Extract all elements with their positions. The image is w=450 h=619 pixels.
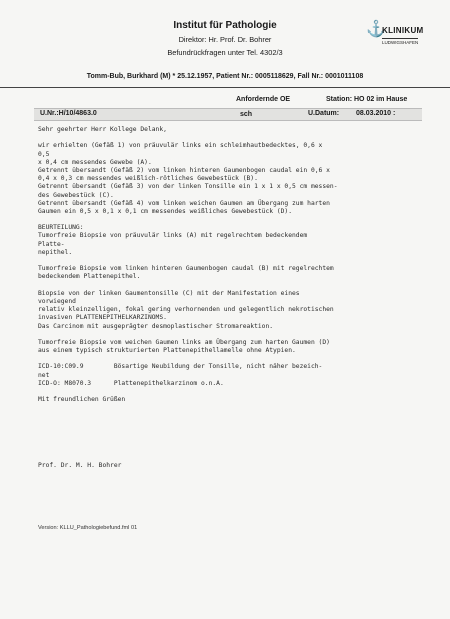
intro-line: Getrennt übersandt (Gefäß 2) vom linken hinteren Gaumenbogen caudal ein 0,6 x <box>38 166 330 174</box>
assessment-line: Biopsie von der linken Gaumentonsille (C) mit der Manifestation eines <box>38 289 300 297</box>
icd-code-line: net <box>38 371 50 379</box>
anchor-icon: ⚓ <box>366 21 386 38</box>
assessment-line: Tumorfreie Biopsie von präuvulär links (A) mit regelrechtem bedeckendem <box>38 232 308 240</box>
assessment-line: relativ kleinzelligen, fokal gering verhornenden und gelegentlich nekrotischen <box>38 306 334 314</box>
phone-line: Befundrückfragen unter Tel. 4302/3 <box>167 48 283 57</box>
intro-line: 0,5 <box>38 150 50 158</box>
closing-line: Mit freundlichen Grüßen <box>38 396 126 404</box>
logo-name: KLINIKUM <box>382 26 424 35</box>
klinikum-logo <box>366 20 438 54</box>
patient-info-line: Tomm-Bub, Burkhard (M) * 25.12.1957, Patient Nr.: 0005118629, Fall Nr.: 0001011108 <box>86 73 364 80</box>
header-divider <box>0 87 450 88</box>
intro-line: wir erhielten (Gefäß 1) von präuvulär links ein schleimhautbedecktes, 0,6 x <box>38 142 323 150</box>
assessment-heading: BEURTEILUNG: <box>38 224 84 232</box>
institute-title: Institut für Pathologie <box>173 20 277 31</box>
signature: Prof. Dr. M. H. Bohrer <box>38 462 122 469</box>
exam-date-value: 08.03.2010 : <box>356 110 396 117</box>
assessment-line: aus einem typisch strukturierten Plattenepithellamelle ohne Atypien. <box>38 347 296 355</box>
logo-subtitle: LUDWIGSHAFEN <box>382 40 419 45</box>
exam-date-label: U.Datum: <box>308 110 340 117</box>
exam-number: U.Nr.:H/10/4863.0 <box>40 110 97 117</box>
assessment-line: bedeckendem Plattenepithel. <box>38 273 141 281</box>
intro-line: 0,4 x 0,3 cm messendes weißlich-rötliches Gewebestück (B). <box>38 175 258 183</box>
assessment-line: Tumorfreie Biopsie vom linken hinteren Gaumenbogen caudal (B) mit regelrechtem <box>38 265 334 273</box>
greeting: Sehr geehrter Herr Kollege Delank, <box>38 126 167 133</box>
assessment-line: invasiven PLATTENEPITHELKARZINOMS. <box>38 314 167 322</box>
requesting-unit-label: Anfordernde OE <box>236 96 291 103</box>
assessment-line: Tumorfreie Biopsie vom weichen Gaumen links am Übergang zum harten Gaumen (D) <box>38 338 330 346</box>
intro-line: Gaumen ein 0,5 x 0,1 x 0,1 cm messendes weißliches Gewebestück (D). <box>38 207 293 215</box>
intro-line: des Gewebestück (C). <box>38 191 114 199</box>
station-label: Station: HO 02 im Hause <box>326 96 408 103</box>
intro-line: Getrennt übersandt (Gefäß 4) vom linken weichen Gaumen am Übergang zum harten <box>38 199 330 207</box>
icd-code-line: ICD-10:C09.9 Bösartige Neubildung der Tonsille, nicht näher bezeich- <box>38 363 323 371</box>
director-line: Direktor: Hr. Prof. Dr. Bohrer <box>178 35 272 44</box>
intro-line: Getrennt übersandt (Gefäß 3) von der linken Tonsille ein 1 x 1 x 0,5 cm messen- <box>38 183 338 191</box>
assessment-line: nepithel. <box>38 248 73 256</box>
version-footer: Version: KLLU_Pathologiebefund.fml 01 <box>38 525 138 531</box>
assessment-line: Platte- <box>38 240 65 248</box>
intro-line: x 0,4 cm messendes Gewebe (A). <box>38 158 152 166</box>
report-body <box>38 126 430 404</box>
author-code: sch <box>240 111 253 118</box>
assessment-line: vorwiegend <box>38 297 76 305</box>
icd-code-line: ICD-O: M8070.3 Plattenepithelkarzinom o.n.A. <box>38 379 224 387</box>
assessment-line: Das Carcinom mit ausgeprägter desmoplastischer Stromareaktion. <box>38 322 274 330</box>
